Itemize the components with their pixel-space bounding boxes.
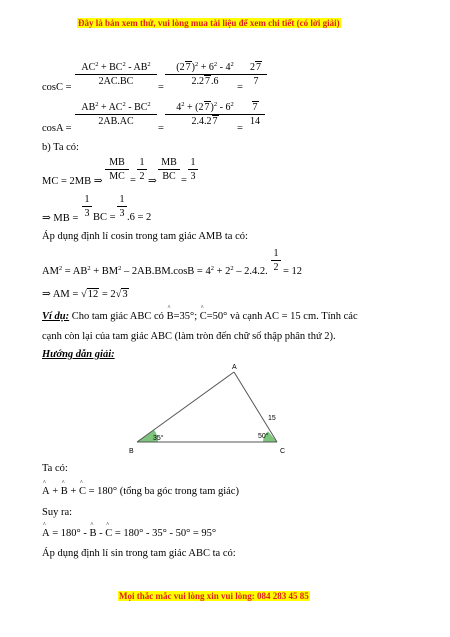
cosA-frac-3: $\frac{7}{14}$ (245, 102, 265, 127)
eq-sign: = (181, 175, 187, 186)
side-AB (137, 372, 234, 442)
eq-sign: = (130, 175, 136, 186)
mc-frac-4: $\frac{1}{3}$ (188, 157, 198, 182)
triangle-figure (118, 360, 298, 460)
am2-frac: $\frac{1}{2}$ (271, 248, 281, 273)
angle-sum-line: ^ A + ^ B + ^ C = 180° (tổng ba góc trong tam giác) (42, 486, 239, 497)
header-banner: Đây là bản xem thử, vui lòng mua tài liệu để xem chi tiết (có lời giải) (78, 18, 340, 28)
mc-frac-1: $\frac{MB}{MC}$ (105, 157, 129, 182)
cosC-frac-1: $\frac{AC^2 + BC^2 - AB^2}{2AC.BC}$ (75, 62, 157, 87)
side-AC (234, 372, 277, 442)
cosC-label: cosC = (42, 82, 72, 93)
mb-lead: ⇒ MB = (42, 213, 79, 224)
cosA-label: cosA = (42, 123, 72, 134)
mc-frac-3: $\frac{MB}{BC}$ (158, 157, 180, 182)
angle-A-line: ^ A = 180° - ^ B - ^ C = 180° - 35° - 50° = 95° (42, 528, 216, 539)
am-line: ⇒ AM = √12 = 2√3 (42, 289, 128, 300)
implies-sign: ⇒ (148, 176, 157, 187)
ta-co: Ta có: (42, 463, 68, 474)
am2-line: $AM^2 = AB^2 + BM^2 - 2AB.BM.\cos B = 4^2 + 2^2 - 2.4.2$. (42, 265, 268, 277)
suy-ra: Suy ra: (42, 507, 73, 518)
label-B: B (129, 448, 134, 455)
example-line-2: cạnh còn lại của tam giác ABC (làm tròn đến chữ số thập phân thứ 2). (42, 331, 336, 342)
label-A: A (232, 364, 237, 371)
mc-lead: MC = 2MB ⇒ (42, 176, 103, 187)
angle-C-label: 50° (258, 433, 269, 440)
am2-tail: = 12 (283, 266, 303, 277)
mc-frac-2: $\frac{1}{2}$ (137, 157, 147, 182)
mb-tail: .6 = 2 (127, 212, 152, 223)
angle-B-label: 35° (153, 435, 164, 442)
cosC-frac-2: $\frac{(27)^2 + 6^2 - 4^2}{2.27.6}$ (165, 62, 245, 87)
eq-sign: = (158, 82, 164, 93)
label-C: C (280, 448, 286, 455)
cosA-frac-1: $\frac{AB^2 + AC^2 - BC^2}{2AB.AC}$ (75, 102, 157, 127)
footer-banner: Mọi thắc mắc vui lòng xin vui lòng: 084 283 45 85 (119, 591, 309, 601)
mb-frac-2: $\frac{1}{3}$ (117, 194, 127, 219)
guide-label: Hướng dẫn giải: (42, 349, 115, 360)
mb-frac-1: $\frac{1}{3}$ (82, 194, 92, 219)
side-AC-label: 15 (268, 415, 276, 422)
part-b: b) Ta có: (42, 142, 79, 153)
eq-sign: = (158, 123, 164, 134)
mb-mid: BC = (93, 212, 116, 223)
eq-sign: = (237, 82, 243, 93)
example-line-1: Ví dụ: Cho tam giác ABC có ^ B=35°; ^ C=50° và cạnh AC = 15 cm. Tính các (42, 311, 358, 322)
apply-cosine-text: Áp dụng định lí cosin trong tam giác AMB ta có: (42, 231, 248, 242)
cosA-frac-2: $\frac{4^2 + (27)^2 - 6^2}{2.4.27}$ (165, 102, 245, 127)
cosC-frac-3: $\frac{27}{7}$ (245, 62, 267, 87)
apply-sine-text: Áp dụng định lí sin trong tam giác ABC ta có: (42, 548, 236, 559)
eq-sign: = (237, 123, 243, 134)
